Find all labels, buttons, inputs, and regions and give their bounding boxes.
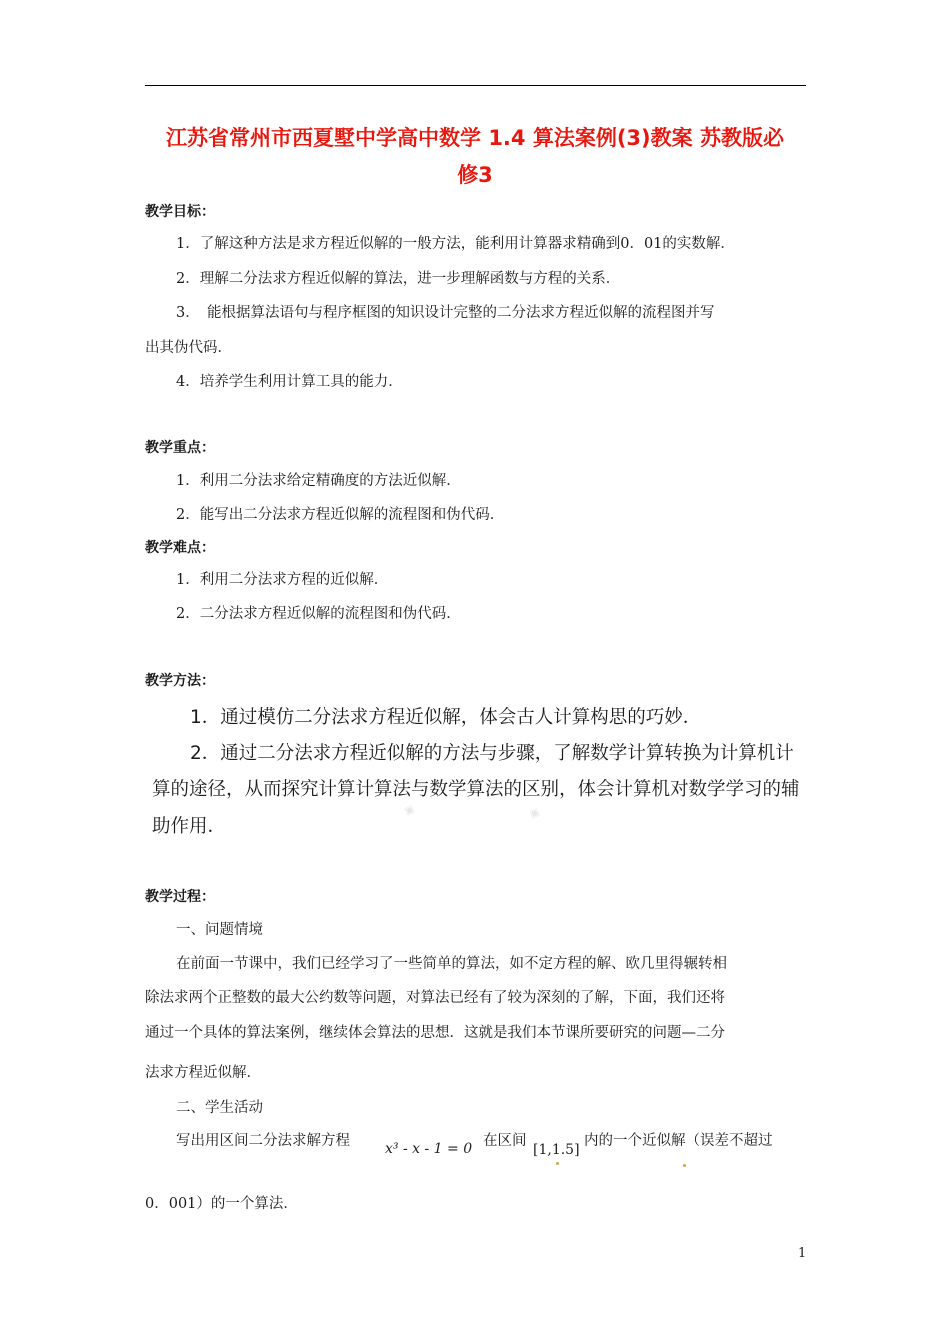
title-line-1: 江苏省常州市西夏墅中学高中数学 1.4 算法案例(3)教案 苏教版必	[166, 126, 784, 150]
key-points-heading: 教学重点：	[145, 440, 215, 456]
objective-2: 2．理解二分法求方程近似解的算法，进一步理解函数与方程的关系．	[176, 271, 621, 287]
paragraph-line-1: 在前面一节课中，我们已经学习了一些简单的算法，如不定方程的解、欧几里得辗转相	[176, 956, 727, 972]
key-point-2: 2．能写出二分法求方程近似解的流程图和伪代码．	[176, 507, 505, 523]
objective-1: 1．了解这种方法是求方程近似解的一般方法，能利用计算器求精确到0．01的实数解．	[176, 236, 735, 252]
difficulties-heading: 教学难点：	[145, 540, 215, 556]
section-student-activity: 二、学生活动	[176, 1100, 263, 1116]
paragraph-line-3: 通过一个具体的算法案例，继续体会算法的思想．这就是我们本节课所要研究的问题—二分	[145, 1025, 725, 1041]
task-prefix: 写出用区间二分法求解方程	[176, 1133, 350, 1149]
key-point-1: 1．利用二分法求给定精确度的方法近似解．	[176, 473, 461, 489]
method-2-line-3: 助作用．	[152, 816, 227, 837]
paragraph-line-4: 法求方程近似解．	[145, 1065, 261, 1081]
title-line-2: 修3	[457, 163, 493, 187]
method-1: 1．通过模仿二分法求方程近似解，体会古人计算构思的巧妙．	[190, 707, 702, 728]
objective-3-line-2: 出其伪代码．	[145, 340, 232, 356]
task-line-2: 0．001）的一个算法．	[145, 1196, 298, 1212]
objectives-heading: 教学目标：	[145, 204, 215, 220]
task-mid: 在区间	[483, 1133, 527, 1149]
page-number: 1	[798, 1246, 807, 1261]
objective-3-line-1: 3． 能根据算法语句与程序框图的知识设计完整的二分法求方程近似解的流程图并写	[176, 305, 715, 321]
document-title	[140, 120, 810, 194]
section-problem-context: 一、问题情境	[176, 922, 263, 938]
interval: [1,1.5]	[533, 1142, 580, 1158]
equation: x³ - x - 1 = 0	[385, 1141, 473, 1157]
stray-dot	[683, 1164, 686, 1167]
difficulty-1: 1．利用二分法求方程的近似解．	[176, 572, 389, 588]
watermark-mark: ▣	[403, 803, 417, 818]
method-2-line-2: 算的途径，从而探究计算计算法与数学算法的区别，体会计算机对数学学习的辅	[152, 779, 800, 800]
process-heading: 教学过程：	[145, 889, 215, 905]
method-2-line-1: 2．通过二分法求方程近似解的方法与步骤，了解数学计算转换为计算机计	[190, 743, 794, 764]
watermark-mark-2: ▣	[528, 806, 542, 821]
paragraph-line-2: 除法求两个正整数的最大公约数等问题，对算法已经有了较为深刻的了解，下面，我们还将	[145, 990, 725, 1006]
methods-heading: 教学方法：	[145, 673, 215, 689]
difficulty-2: 2．二分法求方程近似解的流程图和伪代码．	[176, 606, 461, 622]
objective-4: 4．培养学生利用计算工具的能力．	[176, 374, 403, 390]
stray-dot	[556, 1162, 559, 1165]
header-rule	[145, 85, 806, 86]
task-suffix: 内的一个近似解（误差不超过	[584, 1133, 773, 1149]
